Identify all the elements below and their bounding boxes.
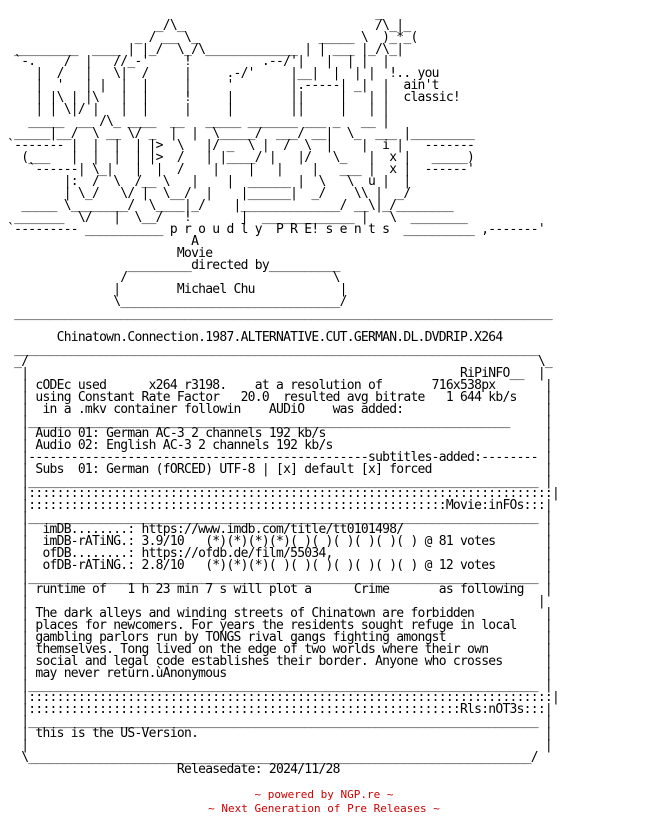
nfo-line: | in a .mkv container followin AUDiO was added: | xyxy=(0,402,552,417)
tagline-line: ~ Next Generation of Pre Releases ~ xyxy=(208,802,440,815)
nfo-line: _____ \________/ \____|_/ |______________/ __\|_/________ xyxy=(0,198,468,213)
nfo-line: |________________________________________________________________________ | xyxy=(0,474,552,489)
nfo-line: _______ \/ | \__/ ! | _____________ | \ ________ xyxy=(0,210,482,225)
nfo-line: `--------- ___________ p r o u d l y P R E! s e n t s __________ ,-------' xyxy=(0,222,552,237)
nfo-line: | Audio 02: English AC-3 2 channels 192 kb/s | xyxy=(0,438,552,453)
nfo-line: | social and legal code establishes their border. Anyone who crosses | xyxy=(0,654,552,669)
nfo-line: | ofDB........: https://ofdb.de/film/55034, | xyxy=(0,546,552,561)
nfo-line: `-. / | //_-' ! .--/'| | | | | xyxy=(0,54,453,69)
nfo-line: |: / \ /__ \ | | ______ | \ \ u | | xyxy=(0,174,475,189)
nfo-line: __________________________________________________________________________ xyxy=(0,342,552,357)
nfo-line: |:::::::::::::::::::::::::::::::::::::::::::::::::::::::::::Movie:inFOs:::| xyxy=(0,498,552,513)
nfo-ascii-document xyxy=(0,8,559,776)
nfo-line: ____________________________________________________________________________ xyxy=(0,306,552,321)
nfo-line: |::::::::::::::::::::::::::::::::::::::::::::::::::::::::::::::::::::::::::| xyxy=(0,486,560,501)
nfo-line: _____ __ /\_ ____ __ _____ _______ ___ _ __ | xyxy=(0,114,446,129)
nfo-line: (___ | | | | |> / | |____/ | |/ \_ | x | _____) xyxy=(0,150,482,165)
nfo-line: `------- | | | | |> \ |/ _ \ | / \ | | i | ------- xyxy=(0,138,482,153)
nfo-line: / \ xyxy=(0,270,418,285)
nfo-line: | Subs 01: German (fORCED) UTF-8 | [x] default [x] forced | xyxy=(0,462,552,477)
nfo-line: | ofDB-rATiNG.: 2.8/10 (*)(*)(*)( )( )( )( )( )( )( ) @ 12 votes | xyxy=(0,558,552,573)
nfo-line: | RiPiNFO__ | xyxy=(0,366,545,381)
nfo-line: Chinatown.Connection.1987.ALTERNATIVE.CUT.GERMAN.DL.DVDRIP.X264 xyxy=(0,330,560,345)
nfo-line: _/ \_ xyxy=(0,354,560,369)
nfo-line: _ / __ \_ _____ \ )_*_( xyxy=(0,30,460,45)
nfo-line: _ xyxy=(0,6,453,21)
nfo-line: |________________________________________________________________________ | xyxy=(0,678,552,693)
nfo-line: | Michael Chu | xyxy=(0,282,418,297)
nfo-line: | imDB........: https://www.imdb.com/title/tt0101498/ | xyxy=(0,522,552,537)
nfo-line: | ' | | | | | ' |.-----| _| | ain't xyxy=(0,78,453,93)
nfo-line: | gambling parlors run by TONGS rival gangs fighting amongst | xyxy=(0,630,552,645)
nfo-line: \_______________________________________________________________________/ xyxy=(0,750,545,765)
nfo-line: `------| \_| | | / | | | | ___ | x | ------' xyxy=(0,162,482,177)
nfo-line: _/\_ /\_|_ xyxy=(0,18,460,33)
nfo-line: |------------------------------------------------subtitles-added:-------- | xyxy=(0,450,552,465)
nfo-line: | runtime of 1 h 23 min 7 s will plot a Crime as following | xyxy=(0,582,552,597)
nfo-line: | The dark alleys and winding streets of Chinatown are forbidden | xyxy=(0,606,552,621)
nfo-line: |________________________________________________________________________ | xyxy=(0,510,552,525)
nfo-line: | Audio 01: German AC-3 2 channels 192 kb/s | xyxy=(0,426,552,441)
nfo-line: | | xyxy=(0,738,552,753)
nfo-line: |________________________________________________________________________ | xyxy=(0,570,552,585)
nfo-line: |::::::::::::::::::::::::::::::::::::::::::::::::::::::::::::::::::::::::::| xyxy=(0,690,560,705)
nfo-line: | | \|/ | | | | | || | | | xyxy=(0,102,453,117)
nfo-line: _________directed by__________ xyxy=(0,258,418,273)
footer-credits xyxy=(0,788,648,816)
nfo-line: | \_/ \/ | \__/ | |______| _/ \\ | _/ xyxy=(0,186,475,201)
nfo-line: A xyxy=(0,234,418,249)
nfo-line: | | xyxy=(0,594,545,609)
nfo-line: | themselves. Tong lived on the edge of two worlds where their own | xyxy=(0,642,552,657)
nfo-line: | |\ | |\ | | ! | || | | | classic! xyxy=(0,90,460,105)
nfo-line: _________ ____ | |_/ \_/\_____________ | | ___ |_/\_| xyxy=(0,42,453,57)
nfo-line: Releasedate: 2024/11/28 xyxy=(0,762,560,777)
nfo-line: |____________________________________________________________________ | xyxy=(0,414,552,429)
nfo-line: | using Constant Rate Factor 20.0 resulted avg bitrate 1 644 kb/s | xyxy=(0,390,552,405)
nfo-line: |________________________________________________________________________ | xyxy=(0,714,552,729)
nfo-line: | places for newcomers. For years the residents sought refuge in local | xyxy=(0,618,552,633)
nfo-line: | / | \| / | .-/' |__| | | | !.. you xyxy=(0,66,460,81)
nfo-line: | may never return.ùAnonymous | xyxy=(0,666,552,681)
powered-by-line: ~ powered by NGP.re ~ xyxy=(254,788,394,801)
nfo-line: | this is the US-Version. | xyxy=(0,726,552,741)
nfo-line: |:::::::::::::::::::::::::::::::::::::::::::::::::::::::::::::Rls:nOT3s:::| xyxy=(0,702,552,717)
nfo-line: | cODEc used x264 r3198. at a resolution of 716x538px | xyxy=(0,378,552,393)
nfo-line: \_______________________________/ xyxy=(0,294,418,309)
nfo-line: _____|__/ \ __ \/ _ | | \_____/ ___/ __| \_ ___ |_________ xyxy=(0,126,475,141)
nfo-line: Movie xyxy=(0,246,418,261)
nfo-line: | imDB-rATiNG.: 3.9/10 (*)(*)(*)(*)( )( )( )( )( )( ) @ 81 votes | xyxy=(0,534,552,549)
